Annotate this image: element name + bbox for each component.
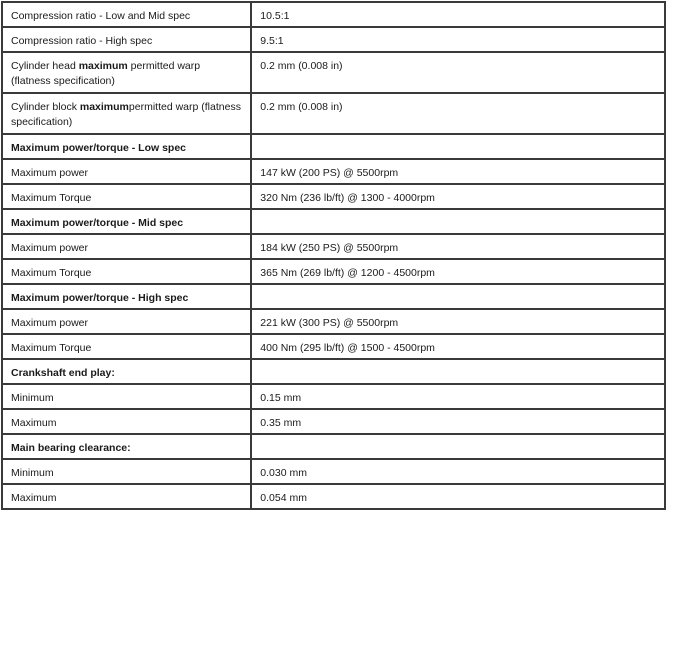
table-row — [2, 2, 665, 27]
spec-label: Minimum — [2, 384, 251, 409]
spec-label-text: Cylinder head — [11, 60, 79, 72]
spec-value — [251, 209, 665, 234]
section-header-row — [2, 284, 665, 309]
spec-label: Maximum Torque — [2, 334, 251, 359]
spec-value: 0.054 mm — [251, 484, 665, 509]
table-row — [2, 93, 665, 134]
table-row — [2, 309, 665, 334]
spec-value: 0.2 mm (0.008 in) — [251, 52, 665, 93]
spec-value — [251, 359, 665, 384]
spec-value: 0.15 mm — [251, 384, 665, 409]
spec-label: Maximum power — [2, 234, 251, 259]
spec-value: 0.030 mm — [251, 459, 665, 484]
spec-value: 9.5:1 — [251, 27, 665, 52]
spec-label: Compression ratio - High spec — [2, 27, 251, 52]
spec-value: 0.35 mm — [251, 409, 665, 434]
section-header-row — [2, 434, 665, 459]
spec-label: Maximum Torque — [2, 259, 251, 284]
spec-value — [251, 284, 665, 309]
spec-label: Maximum — [2, 484, 251, 509]
table-row — [2, 52, 665, 93]
engine-spec-table — [1, 1, 666, 510]
spec-value: 365 Nm (269 lb/ft) @ 1200 - 4500rpm — [251, 259, 665, 284]
table-row — [2, 27, 665, 52]
table-row — [2, 334, 665, 359]
section-heading: Main bearing clearance: — [2, 434, 251, 459]
table-row — [2, 459, 665, 484]
spec-value — [251, 134, 665, 159]
spec-label — [2, 93, 251, 134]
spec-label-text: Cylinder block — [11, 101, 80, 113]
table-row — [2, 484, 665, 509]
spec-label — [2, 52, 251, 93]
spec-label: Maximum power — [2, 159, 251, 184]
spec-label-text: permitted warp (flatness specification) — [11, 60, 201, 87]
spec-value: 0.2 mm (0.008 in) — [251, 93, 665, 134]
section-header-row — [2, 359, 665, 384]
spec-value: 10.5:1 — [251, 2, 665, 27]
section-header-row — [2, 209, 665, 234]
table-row — [2, 184, 665, 209]
spec-value: 400 Nm (295 lb/ft) @ 1500 - 4500rpm — [251, 334, 665, 359]
spec-label: Minimum — [2, 459, 251, 484]
table-row — [2, 409, 665, 434]
table-row — [2, 234, 665, 259]
table-row — [2, 259, 665, 284]
table-row — [2, 384, 665, 409]
spec-label: Maximum power — [2, 309, 251, 334]
spec-label: Compression ratio - Low and Mid spec — [2, 2, 251, 27]
spec-label: Maximum Torque — [2, 184, 251, 209]
spec-value: 184 kW (250 PS) @ 5500rpm — [251, 234, 665, 259]
spec-value: 320 Nm (236 lb/ft) @ 1300 - 4000rpm — [251, 184, 665, 209]
section-heading: Maximum power/torque - Mid spec — [2, 209, 251, 234]
spec-label-emphasis: maximum — [79, 101, 129, 113]
section-heading: Crankshaft end play: — [2, 359, 251, 384]
spec-value — [251, 434, 665, 459]
section-heading: Maximum power/torque - Low spec — [2, 134, 251, 159]
section-heading: Maximum power/torque - High spec — [2, 284, 251, 309]
spec-value: 147 kW (200 PS) @ 5500rpm — [251, 159, 665, 184]
spec-label-text: permitted warp (flatness specification) — [11, 101, 241, 128]
spec-value: 221 kW (300 PS) @ 5500rpm — [251, 309, 665, 334]
spec-label: Maximum — [2, 409, 251, 434]
section-header-row — [2, 134, 665, 159]
spec-label-emphasis: maximum — [78, 60, 128, 72]
table-row — [2, 159, 665, 184]
